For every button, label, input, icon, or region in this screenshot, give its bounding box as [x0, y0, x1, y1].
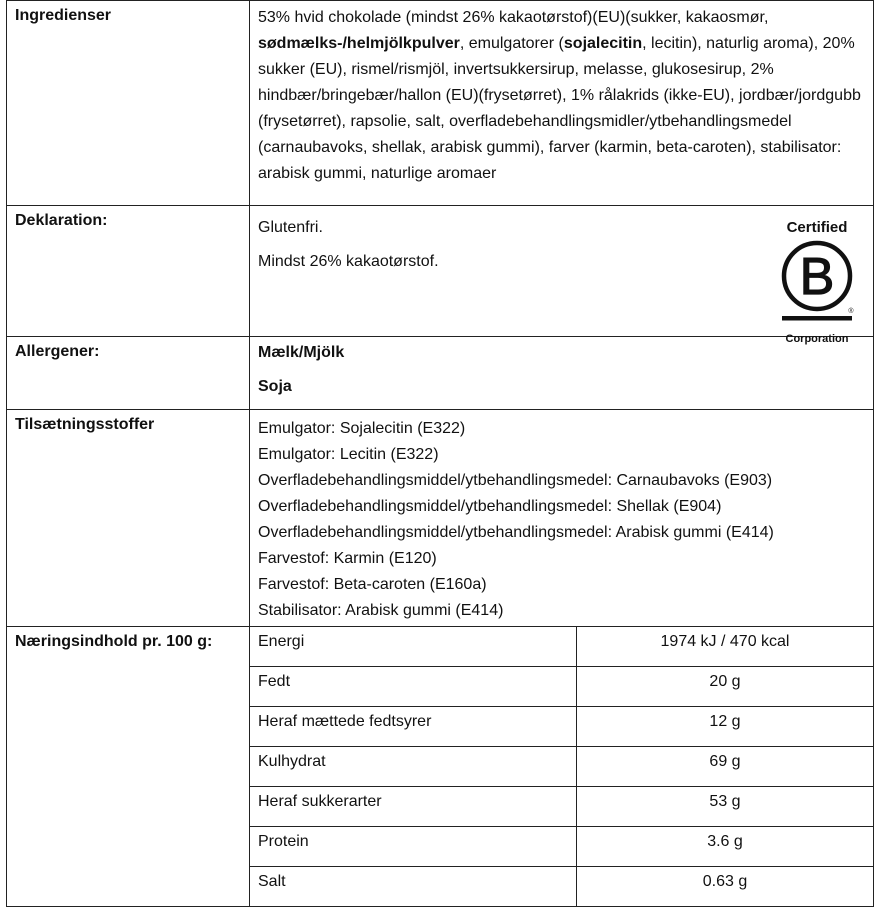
nutrition-table: [250, 627, 873, 906]
additive-item: Emulgator: Lecitin (E322): [258, 446, 439, 463]
additives-list: [258, 414, 865, 624]
additive-item: Emulgator: Sojalecitin (E322): [258, 420, 466, 437]
certified-b-corporation-logo: [779, 220, 855, 345]
logo-letter: B: [799, 248, 835, 306]
declaration-row: [7, 206, 874, 337]
additive-item: Farvestof: Beta-caroten (E160a): [258, 576, 487, 593]
declaration-line: Mindst 26% kakaotørstof.: [258, 253, 439, 270]
ingredients-row: [7, 1, 874, 206]
nutrient-name: Protein: [250, 827, 577, 867]
nutrition-table-row: [250, 827, 873, 867]
additive-item: Farvestof: Karmin (E120): [258, 550, 437, 567]
nutrient-value: 53 g: [577, 787, 874, 827]
nutrition-table-row: [250, 627, 873, 667]
allergens-row: [7, 337, 874, 410]
nutrient-value: 3.6 g: [577, 827, 874, 867]
spec-table: [6, 0, 874, 907]
nutrient-name: Kulhydrat: [250, 747, 577, 787]
ingredients-part-bold: sojalecitin: [563, 35, 643, 52]
nutrient-name: Fedt: [250, 667, 577, 707]
additive-item: Overfladebehandlingsmiddel/ytbehandlingsmedel: Carnaubavoks (E903): [258, 472, 773, 489]
nutrient-name: Energi: [250, 627, 577, 667]
additive-item: Overfladebehandlingsmiddel/ytbehandlingsmedel: Arabisk gummi (E414): [258, 524, 774, 541]
additive-item: Stabilisator: Arabisk gummi (E414): [258, 602, 504, 619]
ingredients-text: [258, 5, 865, 187]
ingredients-part: , lecitin), naturlig aroma), 20% sukker (EU), rismel/rismjöl, invertsukkersirup, melasse, glukosesirup, 2% hindbær/bringebær/hallon (EU)(frysetørret), 1% rålakrids (ikke-EU), jordbær/jordgubb (frysetørret), rapsolie, salt, overfladebehandlingsmidler/ytbehandlingsmedel (carnaubavoks, shellak, arabisk gummi), farver (karmin, beta-caroten), stabilisator: arabisk gummi, naturlige aromaer: [258, 35, 861, 182]
nutrition-label: Næringsindhold pr. 100 g:: [7, 627, 250, 907]
allergens-label: Allergener:: [7, 337, 250, 410]
nutrition-table-row: [250, 707, 873, 747]
nutrition-table-row: [250, 867, 873, 907]
nutrient-value: 1974 kJ / 470 kcal: [577, 627, 874, 667]
nutrient-name: Heraf sukkerarter: [250, 787, 577, 827]
logo-bottom-text: Corporation: [785, 333, 849, 345]
ingredients-part: 53% hvid chokolade (mindst 26% kakaotørstof)(EU)(sukker, kakaosmør,: [258, 9, 769, 26]
nutrient-value: 20 g: [577, 667, 874, 707]
additives-row: [7, 410, 874, 627]
allergen-item: Soja: [258, 378, 292, 395]
declaration-label: Deklaration:: [7, 206, 250, 337]
nutrition-table-row: [250, 747, 873, 787]
nutrient-name: Salt: [250, 867, 577, 907]
ingredients-part: , emulgatorer (: [459, 35, 564, 52]
nutrient-value: 69 g: [577, 747, 874, 787]
ingredients-label: Ingredienser: [7, 1, 250, 206]
declaration-line: Glutenfri.: [258, 219, 323, 236]
product-spec-sheet: [6, 0, 874, 890]
logo-top-text: Certified: [786, 219, 848, 236]
nutrition-table-row: [250, 667, 873, 707]
nutrient-value: 0.63 g: [702, 873, 748, 890]
nutrient-name: Heraf mættede fedtsyrer: [250, 707, 577, 747]
nutrition-row: [7, 627, 874, 907]
additives-label: Tilsætningsstoffer: [7, 410, 250, 627]
nutrient-value: 12 g: [577, 707, 874, 747]
logo-registered-mark: ®: [848, 308, 854, 315]
additive-item: Overfladebehandlingsmiddel/ytbehandlingsmedel: Shellak (E904): [258, 498, 722, 515]
nutrition-table-row: [250, 787, 873, 827]
allergen-item: Mælk/Mjölk: [258, 344, 345, 361]
b-corp-icon: [779, 236, 855, 328]
ingredients-part-bold: sødmælks-/helmjölkpulver: [258, 35, 460, 52]
